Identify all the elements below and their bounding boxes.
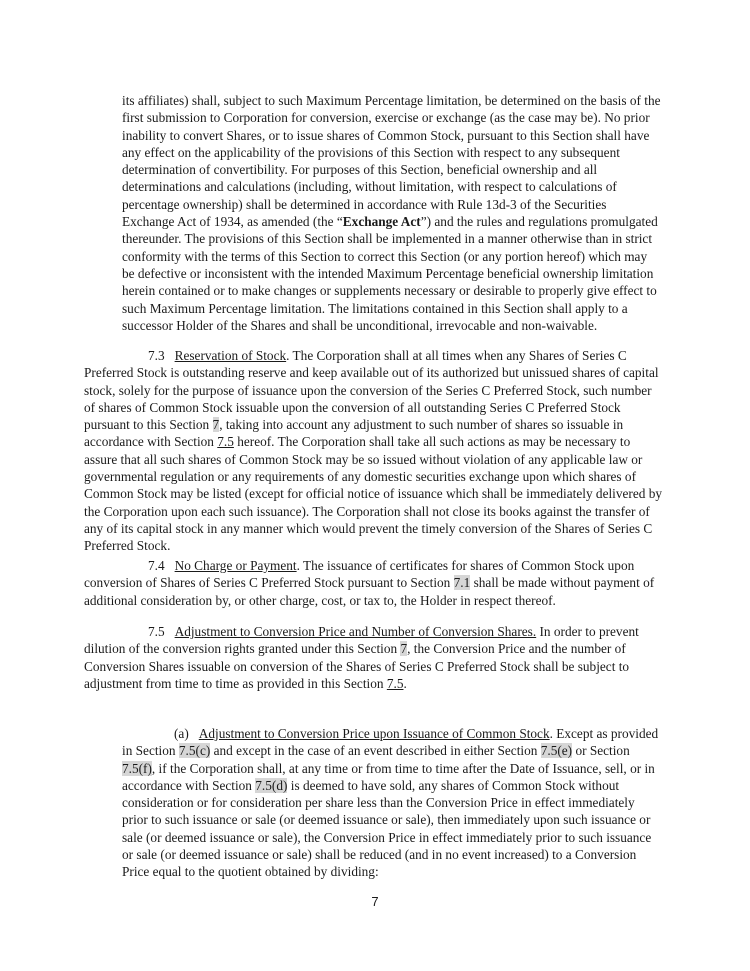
cross-reference[interactable]: 7.5 (217, 434, 234, 450)
section-number: 7.3 (148, 348, 165, 363)
text: . Except as provided in Section (122, 726, 659, 759)
cross-reference[interactable]: 7 (212, 417, 220, 433)
text: . The Corporation shall at all times when any Shares of Series C Preferred Stock is outstanding reserve and keep available out of its authorized but unissued shares of capital stock, solely for the purpose of issuance upon the conversion of the Series C Preferred Stock, such number of shares of Common Stock issuable upon the conversion of all outstanding Series C Preferred Stock pursuant to this Section (84, 348, 659, 433)
cross-reference[interactable]: 7.1 (453, 575, 471, 591)
section-7-4-paragraph (84, 557, 664, 609)
section-number: 7.5 (148, 624, 165, 639)
text: its affiliates) shall, subject to such Maximum Percentage limitation, be determined on the basis of the first submission to Corporation for conversion, exercise or exchange (as the case may be). No prior inability to convert Shares, or to issue shares of Common Stock, pursuant to this Section shall have any effect on the applicability of the provisions of this Section with respect to any subsequent determination of convertibility. For purposes of this Section, beneficial ownership and all determinations and calculations (including, without limitation, with respect to calculations of percentage ownership) shall be determined in accordance with Rule 13d-3 of the Securities Exchange Act of 1934, as amended (the “ (122, 93, 661, 230)
page-number: 7 (371, 894, 379, 909)
cross-reference[interactable]: 7.5(e) (540, 743, 573, 759)
cross-reference[interactable]: 7 (400, 641, 408, 657)
text: , taking into account any adjustment to such number of shares so issuable in accordance with Section (84, 417, 624, 450)
text: . The issuance of certificates for shares of Common Stock upon conversion of Shares of Series C Preferred Stock pursuant to Section (84, 558, 635, 591)
section-number: 7.4 (148, 558, 165, 573)
text: ”) and the rules and regulations promulgated thereunder. The provisions of this Section shall be implemented in a manner otherwise than in strict conformity with the terms of this Section to correct this Section (or any portion hereof) which may be defective or inconsistent with the intended Maximum Percentage beneficial ownership limitation herein contained or to make changes or supplements necessary or desirable to properly give effect to such Maximum Percentage limitation. The limitations contained in this Section shall apply to a successor Holder of the Shares and shall be unconditional, irrevocable and non-waivable. (122, 214, 658, 333)
text: and except in the case of an event described in either Section (210, 743, 541, 759)
cross-reference[interactable]: 7.5(d) (255, 777, 288, 793)
text: , the Conversion Price and the number of Conversion Shares issuable on conversion of the Shares of Series C Preferred Stock shall be subject to adjustment from time to time as provided in this Section (84, 641, 630, 691)
section-heading: Adjustment to Conversion Price and Number of Conversion Shares. (174, 624, 537, 639)
text: In order to prevent dilution of the conversion rights granted under this Section (84, 624, 639, 657)
section-heading: Reservation of Stock (174, 348, 287, 363)
cross-reference[interactable]: 7.5(c) (178, 743, 211, 759)
text: shall be made without payment of additional consideration by, or other charge, cost, or tax to, the Holder in respect thereof. (84, 575, 655, 608)
cross-reference[interactable]: 7.5 (386, 675, 404, 691)
section-heading: No Charge or Payment (174, 558, 297, 573)
text: hereof. The Corporation shall take all such actions as may be necessary to assure that all such shares of Common Stock may be so issued without violation of any applicable law or governmental regulation or any requirements of any domestic securities exchange upon which shares of Common Stock may be listed (except for official notice of issuance which shall be immediately delivered by the Corporation upon each such issuance). The Corporation shall not close its books against the transfer of any of its capital stock in any manner which would prevent the timely conversion of the Shares of Series C Preferred Stock. (84, 434, 663, 554)
text: or Section (572, 743, 630, 759)
cross-reference[interactable]: 7.5(f) (122, 760, 152, 776)
defined-term-exchange-act: Exchange Act (342, 214, 421, 230)
section-7-3-paragraph (84, 347, 664, 555)
section-7-5-paragraph (84, 623, 664, 692)
subsection-heading: Adjustment to Conversion Price upon Issuance of Common Stock (198, 726, 550, 741)
text: . (403, 675, 407, 691)
subsection-label: (a) (174, 726, 189, 741)
text: , if the Corporation shall, at any time or from time to time after the Date of Issuance, sell, or in accordance with Section (122, 760, 655, 793)
paragraph-maximum-percentage (122, 92, 662, 334)
subsection-a-paragraph (122, 725, 662, 881)
text: is deemed to have sold, any shares of Common Stock without consideration or for consideration per share less than the Conversion Price in effect immediately prior to such issuance or sale (or deemed issuance or sale), then immediately upon such issuance or sale (or deemed issuance or sale), the Conversion Price in effect immediately prior to such issuance or sale (or deemed issuance or sale) shall be reduced (and in no event increased) to a Conversion Price equal to the quotient obtained by dividing: (122, 777, 652, 880)
